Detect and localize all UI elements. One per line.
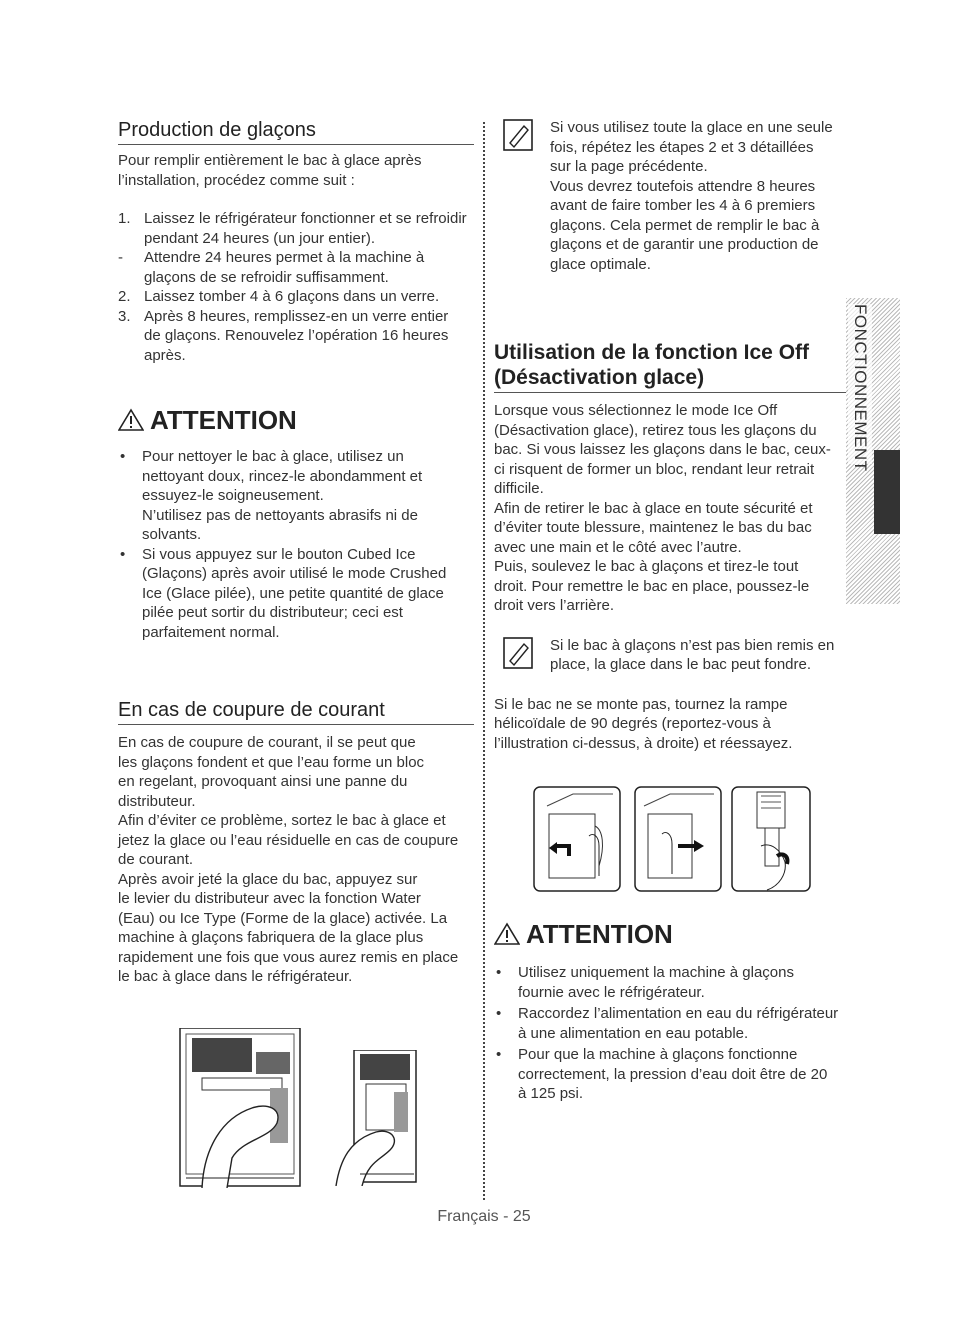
section-title-ice-off: Utilisation de la fonction Ice Off (Désactivation glace) <box>494 340 850 393</box>
note-icon <box>502 118 534 152</box>
intro-text: Pour remplir entièrement le bac à glace après l’installation, procédez comme suit : <box>118 152 422 189</box>
warning-icon <box>118 408 144 432</box>
ice-bucket-illustration-1 <box>533 786 621 892</box>
note-icon <box>502 636 534 670</box>
dispenser-illustration-2 <box>326 1050 422 1186</box>
list-item: • Pour que la machine à glaçons fonctionne correctement, la pression d’eau doit être de 20 à 125 psi. <box>494 1045 850 1104</box>
ice-bucket-illustration-2 <box>634 786 722 892</box>
helical-ramp-text: Si le bac ne se monte pas, tournez la rampe hélicoïdale de 90 degrés (reportez-vous à l’illustration ci-dessus, à droite) et réessayez. <box>494 695 793 752</box>
list-item: • Pour nettoyer le bac à glace, utilisez un nettoyant doux, rincez-le abondamment et essuyez-le soigneusement. N’utilisez pas de nettoyants abrasifs ni de solvants. <box>118 447 474 545</box>
attention-list <box>118 447 474 642</box>
right-column <box>494 118 850 1104</box>
attention-heading: ATTENTION <box>118 403 474 437</box>
dispenser-illustration-1 <box>172 1028 302 1188</box>
list-item: 1. Laissez le réfrigérateur fonctionner et se refroidir pendant 24 heures (un jour entier). <box>118 210 467 247</box>
list-item: • Si vous appuyez sur le bouton Cubed Ice (Glaçons) après avoir utilisé le mode Crushed Ice (Glace pilée), une petite quantité de glace pilée peut sortir du distributeur; ceci est parfaitement normal. <box>118 545 474 643</box>
list-item: - Attendre 24 heures permet à la machine à glaçons de se refroidir suffisamment. <box>118 249 425 286</box>
attention-heading: ATTENTION <box>494 917 850 951</box>
list-item: • Utilisez uniquement la machine à glaçons fournie avec le réfrigérateur. <box>494 963 850 1002</box>
section-side-tab <box>846 298 900 604</box>
ice-bucket-illustration-3 <box>731 786 811 892</box>
warning-icon <box>494 922 520 946</box>
attention-list <box>494 963 850 1104</box>
note-block-1: Si vous utilisez toute la glace en une seule fois, répétez les étapes 2 et 3 détaillées sur la page précédente. Vous devrez toutefois attendre 8 heures avant de faire tomber les 4 à 6 premiers glaçons. Cela permet de remplir le bac à glaçons et de garantir une production de glace optimale. <box>494 118 850 274</box>
power-outage-text: En cas de coupure de courant, il se peut que les glaçons fondent et que l’eau forme un bloc en regelant, provoquant ainsi une panne du distributeur. Afin d’éviter ce problème, sortez le bac à glace et jetez la glace ou l’eau résiduelle en cas de coupure de courant. Après avoir jeté la glace du bac, appuyez sur le levier du distributeur avec la fonction Water (Eau) ou Ice Type (Forme de la glace) activée. La machine à glaçons fabriquera de la glace plus rapidement une fois que vous aurez remis en place le bac à glace dans le réfrigérateur. <box>118 734 459 985</box>
ice-off-text: Lorsque vous sélectionnez le mode Ice Off (Désactivation glace), retirez tous les glaçons du bac. Si vous laissez les glaçons dans le bac, ceux- ci risquent de former un bloc, rendant leur retrait difficile. Afin de retirer le bac à glace en toute sécurité et d’éviter toute blessure, maintenez le bas du bac avec une main et le côté avec l’autre. Puis, soulevez le bac à glaçons et tirez-le tout droit. Pour remettre le bac en place, poussez-le droit vers l’arrière. <box>494 402 831 614</box>
page-footer: Français - 25 <box>437 1208 531 1225</box>
side-tab-label: FONCTIONNEMENT <box>848 304 872 464</box>
column-divider <box>483 122 485 1200</box>
note-block-2: Si le bac à glaçons n’est pas bien remis en place, la glace dans le bac peut fondre. <box>494 636 850 675</box>
steps-list <box>118 209 474 365</box>
list-item: 2. Laissez tomber 4 à 6 glaçons dans un verre. <box>118 288 440 305</box>
section-title-ice-production: Production de glaçons <box>118 118 474 145</box>
list-item: • Raccordez l’alimentation en eau du réfrigérateur à une alimentation en eau potable. <box>494 1004 850 1043</box>
section-title-power-outage: En cas de coupure de courant <box>118 698 474 725</box>
left-column <box>118 118 474 987</box>
list-item: 3. Après 8 heures, remplissez-en un verre entier de glaçons. Renouvelez l’opération 16 heures après. <box>118 307 449 364</box>
